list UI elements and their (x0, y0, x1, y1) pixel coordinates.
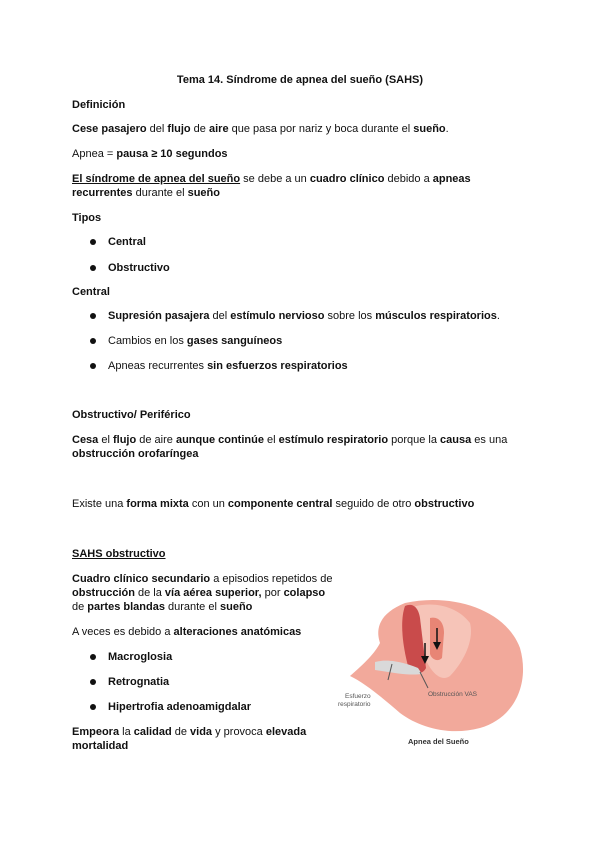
sahs-text-line3: de partes blandas durante el sueño (72, 601, 253, 613)
obstruction-label: Obstrucción VAS (428, 691, 478, 698)
obstructive-heading: Obstructivo/ Periférico (72, 409, 191, 421)
bullet-icon (90, 239, 96, 245)
empeora-text-line2: mortalidad (72, 740, 129, 752)
head-profile-icon (330, 588, 530, 756)
anatomic-text: A veces es debido a alteraciones anatómicas (72, 626, 302, 638)
bullet-icon (90, 265, 96, 271)
bullet-icon (90, 679, 96, 685)
syndrome-text-line2: recurrentes durante el sueño (72, 187, 220, 199)
central-item: Apneas recurrentes sin esfuerzos respiratorios (108, 360, 348, 372)
obstructive-text-line2: obstrucción orofaríngea (72, 448, 199, 460)
sahs-heading: SAHS obstructivo (72, 548, 166, 560)
anatomic-item: Macroglosia (108, 651, 173, 663)
bullet-icon (90, 363, 96, 369)
sahs-text-line2: obstrucción de la vía aérea superior, por colapso (72, 587, 326, 599)
anatomic-item: Hipertrofia adenoamigdalar (108, 701, 252, 713)
tipo-item: Central (108, 236, 146, 248)
central-heading: Central (72, 286, 110, 298)
definition-heading: Definición (72, 99, 126, 111)
bullet-icon (90, 338, 96, 344)
sleep-apnea-illustration (330, 588, 530, 756)
definition-text: Cese pasajero del flujo de aire que pasa por nariz y boca durante el sueño. (72, 123, 449, 135)
syndrome-text-line1: El síndrome de apnea del sueño se debe a un cuadro clínico debido a apneas (72, 173, 471, 185)
tipo-item: Obstructivo (108, 262, 170, 274)
tipos-heading: Tipos (72, 212, 102, 224)
anatomic-item: Retrognatia (108, 676, 170, 688)
bullet-icon (90, 654, 96, 660)
mixed-form-text: Existe una forma mixta con un componente central seguido de otro obstructivo (72, 498, 475, 510)
empeora-text-line1: Empeora la calidad de vida y provoca elevada (72, 726, 307, 738)
bullet-icon (90, 704, 96, 710)
obstructive-text-line1: Cesa el flujo de aire aunque continúe el estímulo respiratorio porque la causa es una (72, 434, 508, 446)
effort-label: Esfuerzo respiratorio (338, 693, 371, 708)
central-item: Supresión pasajera del estímulo nervioso sobre los músculos respiratorios. (108, 310, 500, 322)
central-item: Cambios en los gases sanguíneos (108, 335, 283, 347)
bullet-icon (90, 313, 96, 319)
figure-caption: Apnea del Sueño (408, 737, 469, 746)
apnea-definition: Apnea = pausa ≥ 10 segundos (72, 148, 228, 160)
sahs-text-line1: Cuadro clínico secundario a episodios repetidos de (72, 573, 333, 585)
page-title: Tema 14. Síndrome de apnea del sueño (SAHS) (176, 74, 424, 86)
